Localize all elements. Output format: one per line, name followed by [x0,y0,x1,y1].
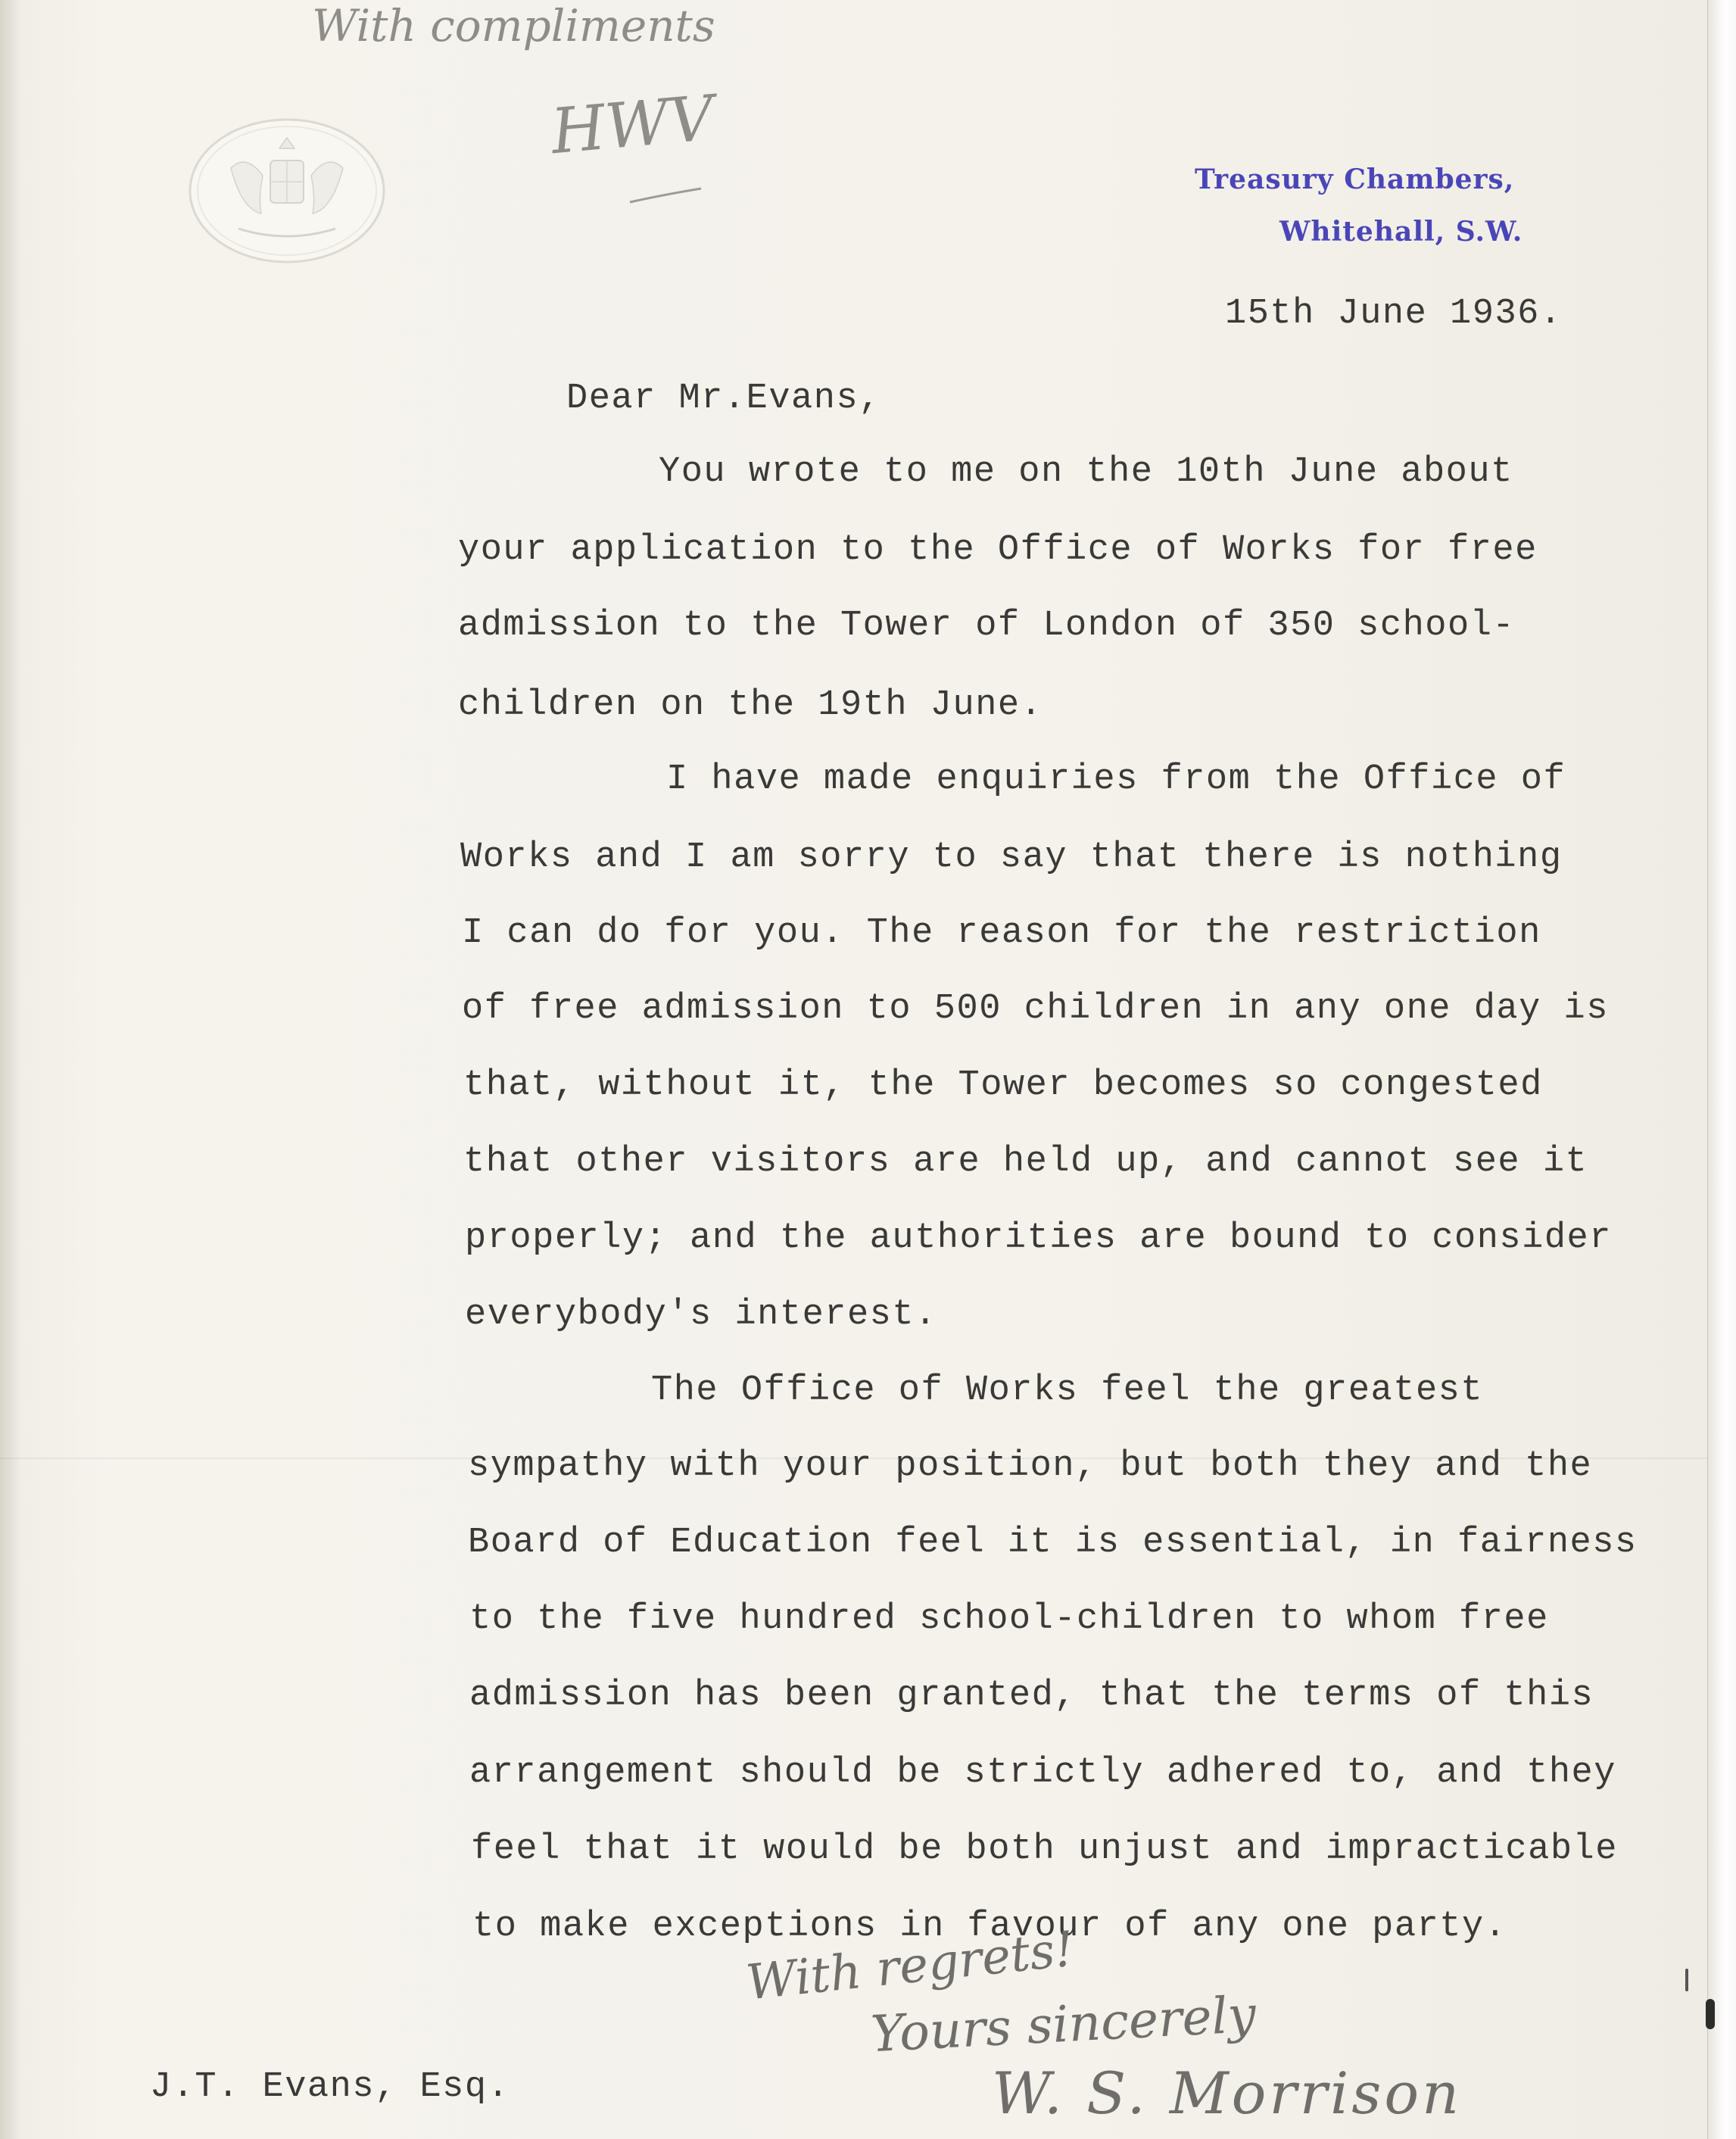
pencil-underline [628,186,704,208]
page-edge-shadow [0,0,21,2139]
body-line: your application to the Office of Works for free [458,530,1538,570]
body-line: everybody's interest. [465,1295,937,1335]
body-line: arrangement should be strictly adhered to, and they [469,1753,1616,1793]
letterhead-line-1: Treasury Chambers, [1195,164,1515,195]
body-line: I have made enquiries from the Office of [666,759,1566,800]
body-line: admission has been granted, that the terms of this [469,1676,1594,1716]
body-line: The Office of Works feel the greatest [651,1370,1484,1411]
body-line: that, without it, the Tower becomes so congested [463,1065,1543,1105]
margin-mark [1685,1969,1688,1991]
salutation: Dear Mr.Evans, [566,379,881,419]
signature: W. S. Morrison [992,2059,1463,2127]
letterhead-line-2: Whitehall, S.W. [1279,216,1523,248]
embossed-royal-seal [185,115,388,267]
page-right-edge [1707,0,1736,2139]
body-line: You wrote to me on the 10th June about [659,452,1513,492]
body-line: Board of Education feel it is essential, in fairness [468,1523,1638,1563]
handwritten-initials: HWV [548,82,717,169]
body-line: that other visitors are held up, and cannot see it [463,1142,1588,1182]
body-line: Works and I am sorry to say that there is nothing [460,837,1563,878]
body-line: of free admission to 500 children in any one day is [462,989,1609,1029]
body-line: to the five hundred school-children to whom free [469,1599,1549,1639]
handwritten-with-regrets: With regrets! [743,1921,1077,2012]
body-line: feel that it would be both unjust and impracticable [471,1829,1618,1869]
binding-hole-mark [1706,1999,1715,2029]
body-line: sympathy with your position, but both they and the [468,1446,1593,1486]
body-line: children on the 19th June. [458,685,1043,725]
handwritten-yours-sincerely: Yours sincerely [869,1985,1258,2064]
addressee: J.T. Evans, Esq. [150,2067,510,2107]
letter-date: 15th June 1936. [1225,294,1563,334]
body-line: I can do for you. The reason for the restriction [462,913,1541,953]
body-line: to make exceptions in favour of any one party. [472,1907,1507,1947]
body-line: properly; and the authorities are bound to consider [465,1218,1612,1258]
handwritten-note-compliments: With compliments [312,0,715,51]
body-line: admission to the Tower of London of 350 school- [458,606,1516,646]
